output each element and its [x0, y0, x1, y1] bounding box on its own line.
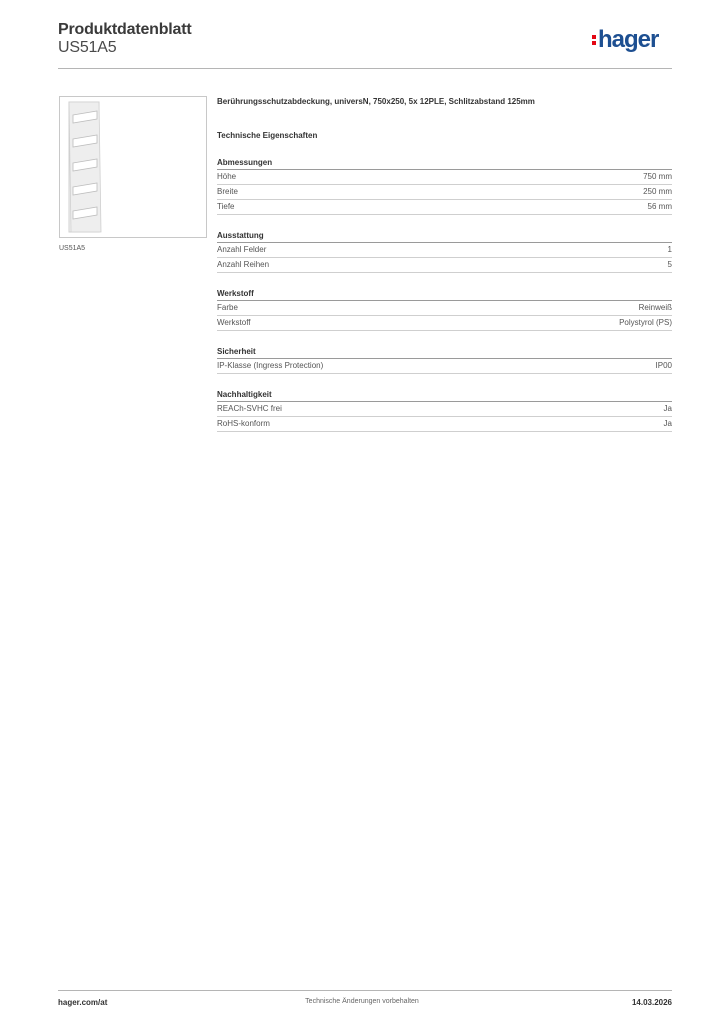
spec-value: Ja: [663, 419, 672, 428]
spec-group-sicherheit: [217, 346, 672, 374]
spec-group-abmessungen: [217, 157, 672, 215]
spec-label: RoHS-konform: [217, 419, 270, 428]
spec-label: Höhe: [217, 172, 237, 181]
hager-logo[interactable]: [592, 26, 658, 54]
spec-label: Anzahl Reihen: [217, 260, 270, 269]
spec-row: [217, 316, 672, 331]
spec-row: [217, 359, 672, 374]
spec-value: Ja: [663, 404, 672, 413]
spec-value: 56 mm: [647, 202, 672, 211]
spec-label: Tiefe: [217, 202, 235, 211]
spec-value: 5: [667, 260, 672, 269]
logo-text: hager: [598, 26, 659, 53]
logo-colon-icon: [592, 34, 596, 46]
spec-row: [217, 200, 672, 215]
product-image: [59, 96, 207, 238]
spec-value: IP00: [655, 361, 672, 370]
spec-label: Farbe: [217, 303, 238, 312]
spec-group-werkstoff: [217, 288, 672, 331]
header-divider: [58, 68, 672, 69]
group-title: Werkstoff: [217, 288, 672, 301]
spec-row: [217, 185, 672, 200]
spec-label: REACh-SVHC frei: [217, 404, 282, 413]
footer-date: 14.03.2026: [631, 998, 672, 1007]
spec-group-nachhaltigkeit: [217, 389, 672, 432]
image-caption: US51A5: [59, 245, 86, 252]
spec-label: IP-Klasse (Ingress Protection): [217, 361, 324, 370]
group-title: Nachhaltigkeit: [217, 389, 672, 402]
spec-row: [217, 170, 672, 185]
spec-row: [217, 258, 672, 273]
spec-value: Polystyrol (PS): [619, 318, 672, 327]
page-title: Produktdatenblatt: [58, 21, 192, 38]
product-description: Berührungsschutzabdeckung, universN, 750x250, 5x 12PLE, Schlitzabstand 125mm: [217, 97, 535, 106]
spec-row: [217, 417, 672, 432]
cover-panel-icon: [60, 97, 206, 237]
spec-label: Breite: [217, 187, 238, 196]
spec-label: Werkstoff: [217, 318, 251, 327]
spec-value: 750 mm: [643, 172, 672, 181]
group-title: Abmessungen: [217, 157, 672, 170]
footer-divider: [58, 990, 672, 991]
footer-notice: Technische Änderungen vorbehalten: [305, 998, 419, 1005]
spec-value: 250 mm: [643, 187, 672, 196]
spec-row: [217, 301, 672, 316]
group-title: Sicherheit: [217, 346, 672, 359]
spec-value: 1: [667, 245, 672, 254]
spec-value: Reinweiß: [638, 303, 672, 312]
specifications: [217, 96, 672, 432]
footer-website-link[interactable]: hager.com/at: [58, 998, 108, 1007]
spec-row: [217, 243, 672, 258]
product-code: US51A5: [58, 39, 117, 56]
section-heading: Technische Eigenschaften: [217, 131, 318, 140]
group-title: Ausstattung: [217, 230, 672, 243]
spec-group-ausstattung: [217, 230, 672, 273]
spec-label: Anzahl Felder: [217, 245, 267, 254]
spec-row: [217, 402, 672, 417]
